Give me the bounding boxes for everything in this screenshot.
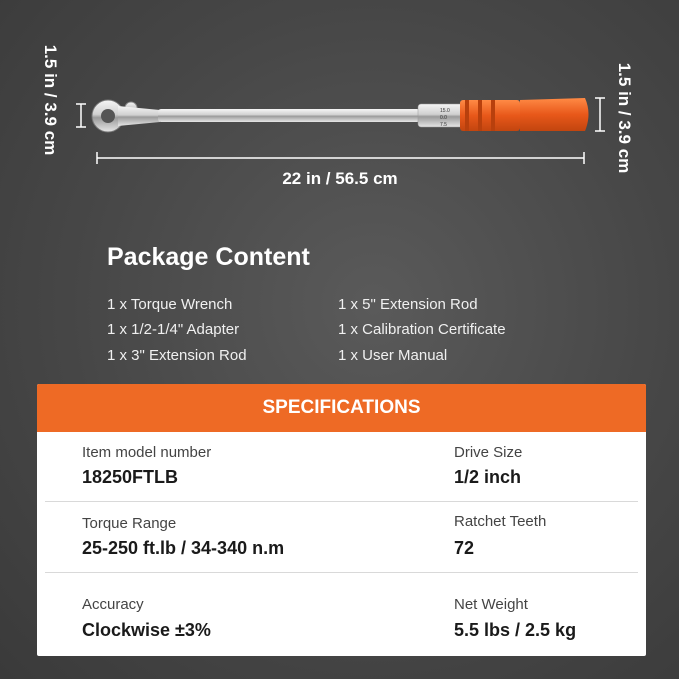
row-divider [45, 501, 638, 502]
spec-value-accuracy: Clockwise ±3% [82, 620, 211, 640]
package-item: 1 x 5" Extension Rod [338, 296, 478, 313]
head-height-label: 1.5 in / 3.9 cm [41, 44, 60, 156]
spec-label-drive-size: Drive Size [454, 444, 523, 461]
spec-label-model: Item model number [82, 444, 212, 461]
spec-label-torque-range: Torque Range [82, 515, 177, 532]
length-dimension-line [97, 152, 584, 164]
package-content-title: Package Content [107, 243, 310, 271]
package-item: 1 x Calibration Certificate [338, 321, 506, 338]
wrench-handle [460, 98, 589, 131]
spec-value-torque-range: 25-250 ft.lb / 34-340 n.m [82, 538, 285, 558]
specifications-header: SPECIFICATIONS [37, 384, 646, 432]
spec-label-net-weight: Net Weight [454, 596, 528, 613]
package-item: 1 x Torque Wrench [107, 296, 233, 313]
spec-label-ratchet-teeth: Ratchet Teeth [454, 513, 547, 530]
scale-mark-3: 7.5 [440, 122, 447, 128]
specifications-panel [37, 384, 646, 656]
ratchet-head [92, 100, 160, 132]
left-dimension-marker [76, 104, 86, 127]
scale-mark-1: 15.0 [440, 108, 450, 114]
package-item: 1 x 3" Extension Rod [107, 347, 247, 364]
spec-value-model: 18250FTLB [82, 467, 179, 487]
package-item: 1 x User Manual [338, 347, 448, 364]
package-item: 1 x 1/2-1/4" Adapter [107, 321, 240, 338]
spec-label-accuracy: Accuracy [82, 596, 144, 613]
row-divider [45, 572, 638, 573]
spec-value-net-weight: 5.5 lbs / 2.5 kg [454, 620, 577, 640]
length-label: 22 in / 56.5 cm [282, 169, 398, 188]
spec-value-ratchet-teeth: 72 [454, 538, 475, 558]
spec-value-drive-size: 1/2 inch [454, 467, 522, 487]
wrench-shaft [158, 109, 420, 122]
scale-mark-2: 0.0 [440, 115, 447, 121]
handle-height-label: 1.5 in / 3.9 cm [615, 62, 634, 174]
right-dimension-marker [595, 98, 605, 131]
